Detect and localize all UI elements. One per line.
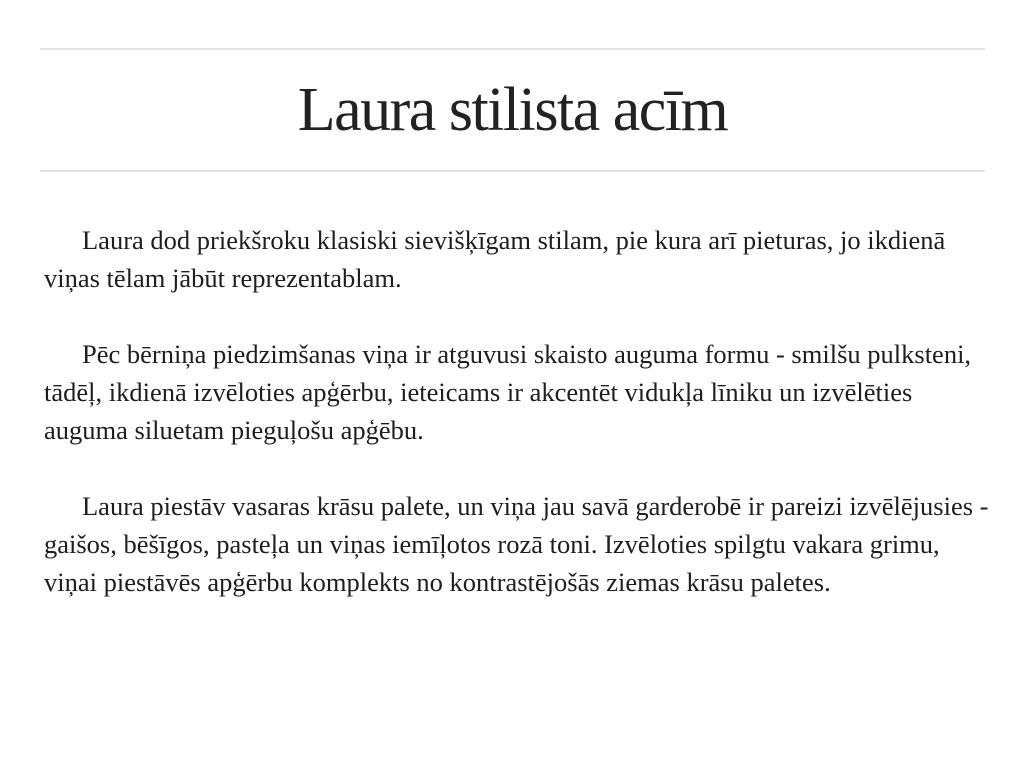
paragraph-style-preference: Laura dod priekšroku klasiski sievišķīgam stilam, pie kura arī pieturas, jo ikdienā viņas tēlam jābūt reprezentablam. — [44, 225, 946, 293]
slide-body — [44, 221, 994, 639]
bottom-divider — [40, 170, 985, 172]
slide-title: Laura stilista acīm — [297, 76, 728, 144]
top-divider — [40, 48, 985, 50]
paragraph-body-shape: Pēc bērniņa piedzimšanas viņa ir atguvusi skaisto auguma formu - smilšu pulksteni, tādēļ, ikdienā izvēloties apģērbu, ieteicams ir akcentēt vidukļa līniku un izvēlēties auguma siluetam pieguļošu apģēbu. — [44, 339, 972, 445]
paragraph-color-palette: Laura piestāv vasaras krāsu palete, un viņa jau savā garderobē ir pareizi izvēlējusies - gaišos, bēšīgos, pasteļa un viņas iemīļotos rozā toni. Izvēloties spilgtu vakara grimu, viņai piestāvēs apģērbu komplekts no kontrastējošās ziemas krāsu paletes. — [44, 491, 989, 597]
